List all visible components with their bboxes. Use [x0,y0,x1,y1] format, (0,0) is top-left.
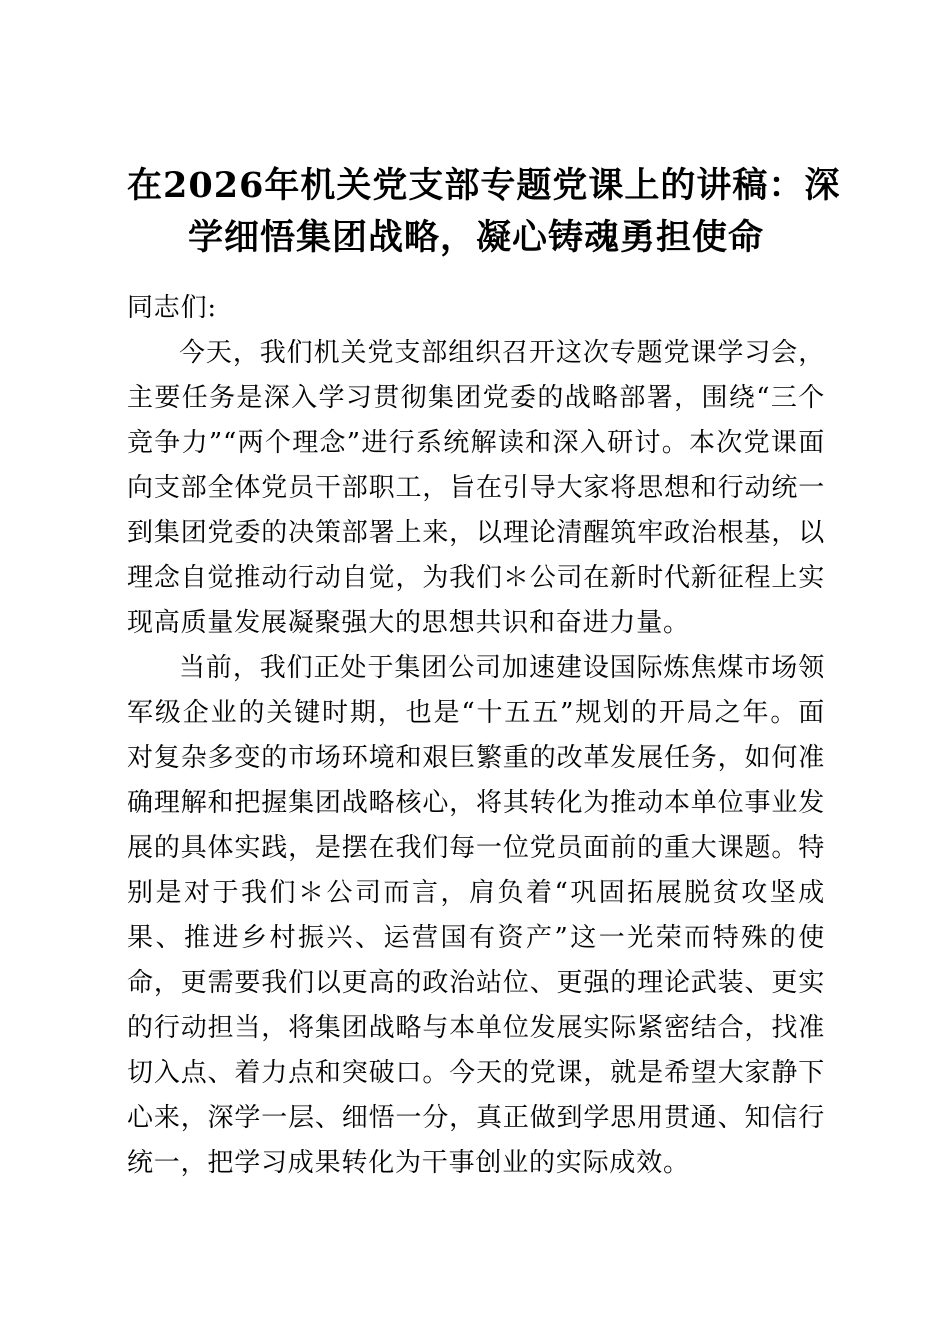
body-paragraph-2: 当前，我们正处于集团公司加速建设国际炼焦煤市场领军级企业的关键时期，也是“十五五”规划的开局之年。面对复杂多变的市场环境和艰巨繁重的改革发展任务，如何准确理解和把握集团战略核心，将其转化为推动本单位事业发展的具体实践，是摆在我们每一位党员面前的重大课题。特别是对于我们＊公司而言，肩负着“巩固拓展脱贫攻坚成果、推进乡村振兴、运营国有资产”这一光荣而特殊的使命，更需要我们以更高的政治站位、更强的理论武装、更实的行动担当，将集团战略与本单位发展实际紧密结合，找准切入点、着力点和突破口。今天的党课，就是希望大家静下心来，深学一层、细悟一分，真正做到学思用贯通、知信行统一，把学习成果转化为干事创业的实际成效。 [127,653,825,1178]
salutation-line: 同志们: [127,293,217,323]
document-title-line-2: 学细悟集团战略，凝心铸魂勇担使命 [187,217,764,258]
document-body [127,286,825,1186]
body-paragraph-1: 今天，我们机关党支部组织召开这次专题党课学习会，主要任务是深入学习贯彻集团党委的战略部署，围绕“三个竞争力”“两个理念”进行系统解读和深入研讨。本次党课面向支部全体党员干部职工，旨在引导大家将思想和行动统一到集团党委的决策部署上来，以理论清醒筑牢政治根基，以理念自觉推动行动自觉，为我们＊公司在新时代新征程上实现高质量发展凝聚强大的思想共识和奋进力量。 [127,338,825,638]
document-title [127,160,841,264]
document-title-line-1: 在2026年机关党支部专题党课上的讲稿：深 [127,165,841,206]
